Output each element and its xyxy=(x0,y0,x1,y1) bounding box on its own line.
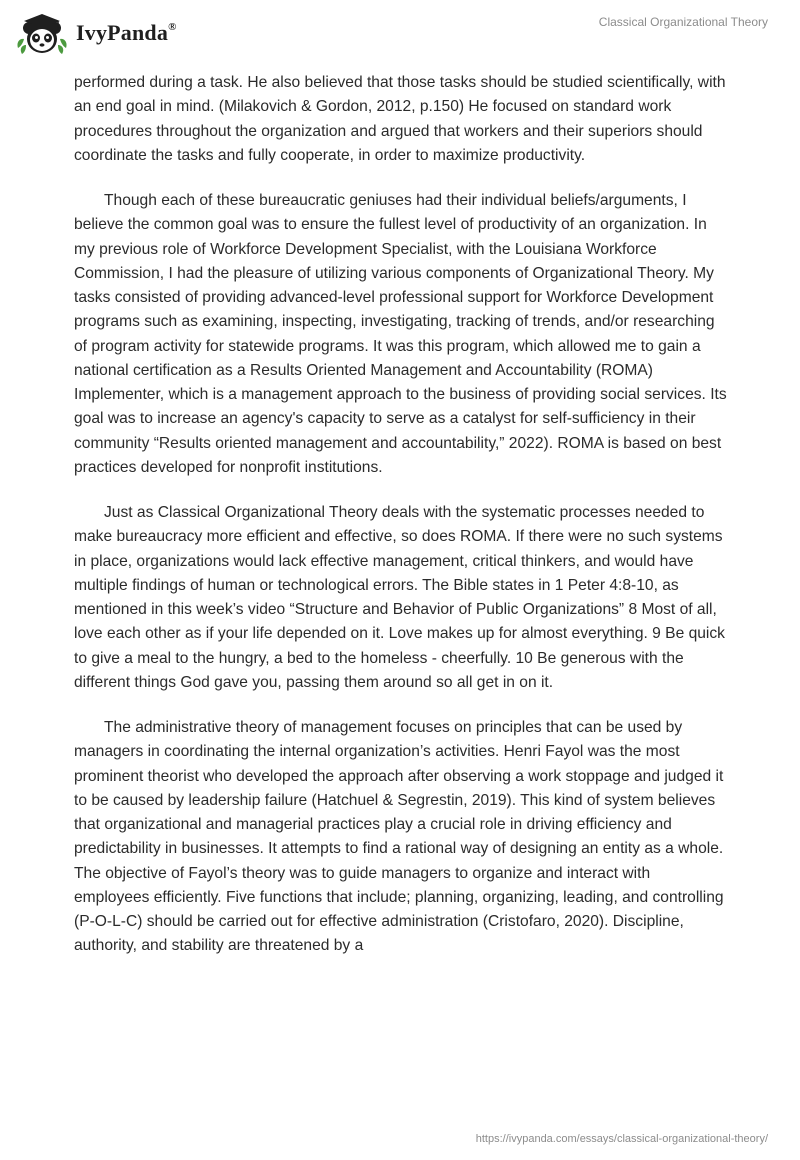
paragraph: performed during a task. He also believed that those tasks should be studied scientifically, with an end goal in mind. (Milakovich & Gordon, 2012, p.150) He focused on standard work procedures throughout the organization and argued that workers and their superiors should coordinate the tasks and fully cooperate, in order to maximize productivity. xyxy=(74,74,726,164)
registered-mark: ® xyxy=(168,21,177,33)
brand-name: IvyPanda® xyxy=(76,20,177,45)
source-url[interactable]: https://ivypanda.com/essays/classical-organizational-theory/ xyxy=(475,1133,768,1145)
document-title: Classical Organizational Theory xyxy=(598,15,768,29)
paragraph: Though each of these bureaucratic geniuses had their individual beliefs/arguments, I believe the common goal was to ensure the fullest level of productivity of an organization. In my previous role of Workforce Development Specialist, with the Louisiana Workforce Commission, I had the pleasure of utilizing various components of Organizational Theory. My tasks consisted of providing advanced-level professional support for Workforce Development programs such as examining, inspecting, investigating, tracking of trends, and/or researching of program activity for statewide programs. It was this program, which allowed me to gain a national certification as a Results Oriented Management and Accountability (ROMA) Implementer, which is a management approach to the business of providing social services. Its goal was to increase an agency's capacity to serve as a catalyst for self-sufficiency in their community “Results oriented management and accountability,” 2022). ROMA is based on best practices developed for nonprofit institutions. xyxy=(74,192,727,476)
ivypanda-logo[interactable] xyxy=(14,8,177,58)
essay-body xyxy=(74,71,728,980)
paragraph: Just as Classical Organizational Theory deals with the systematic processes needed to make bureaucracy more efficient and effective, so does ROMA. If there were no such systems in place, organizations would lack effective management, critical thinkers, and would have multiple findings of human or technological errors. The Bible states in 1 Peter 4:8-10, as mentioned in this week’s video “Structure and Behavior of Public Organizations” 8 Most of all, love each other as if your life depended on it. Love makes up for almost everything. 9 Be quick to give a meal to the hungry, a bed to the homeless - cheerfully. 10 Be generous with the different things God gave you, passing them around so all get in on it. xyxy=(74,504,725,691)
page-header xyxy=(0,0,800,70)
panda-graduate-icon xyxy=(14,8,70,58)
paragraph: The administrative theory of management focuses on principles that can be used by managers in coordinating the internal organization’s activities. Henri Fayol was the most prominent theorist who developed the approach after observing a work stoppage and judged it to be caused by leadership failure (Hatchuel & Segrestin, 2019). This kind of system believes that organizational and managerial practices play a crucial role in driving efficiency and predictability in businesses. It attempts to find a rational way of designing an entity as a whole. The objective of Fayol’s theory was to guide managers to organize and interact with employees efficiently. Five functions that include; planning, organizing, leading, and controlling (P-O-L-C) should be carried out for effective administration (Cristofaro, 2020). Discipline, authority, and stability are threatened by a xyxy=(74,719,724,955)
